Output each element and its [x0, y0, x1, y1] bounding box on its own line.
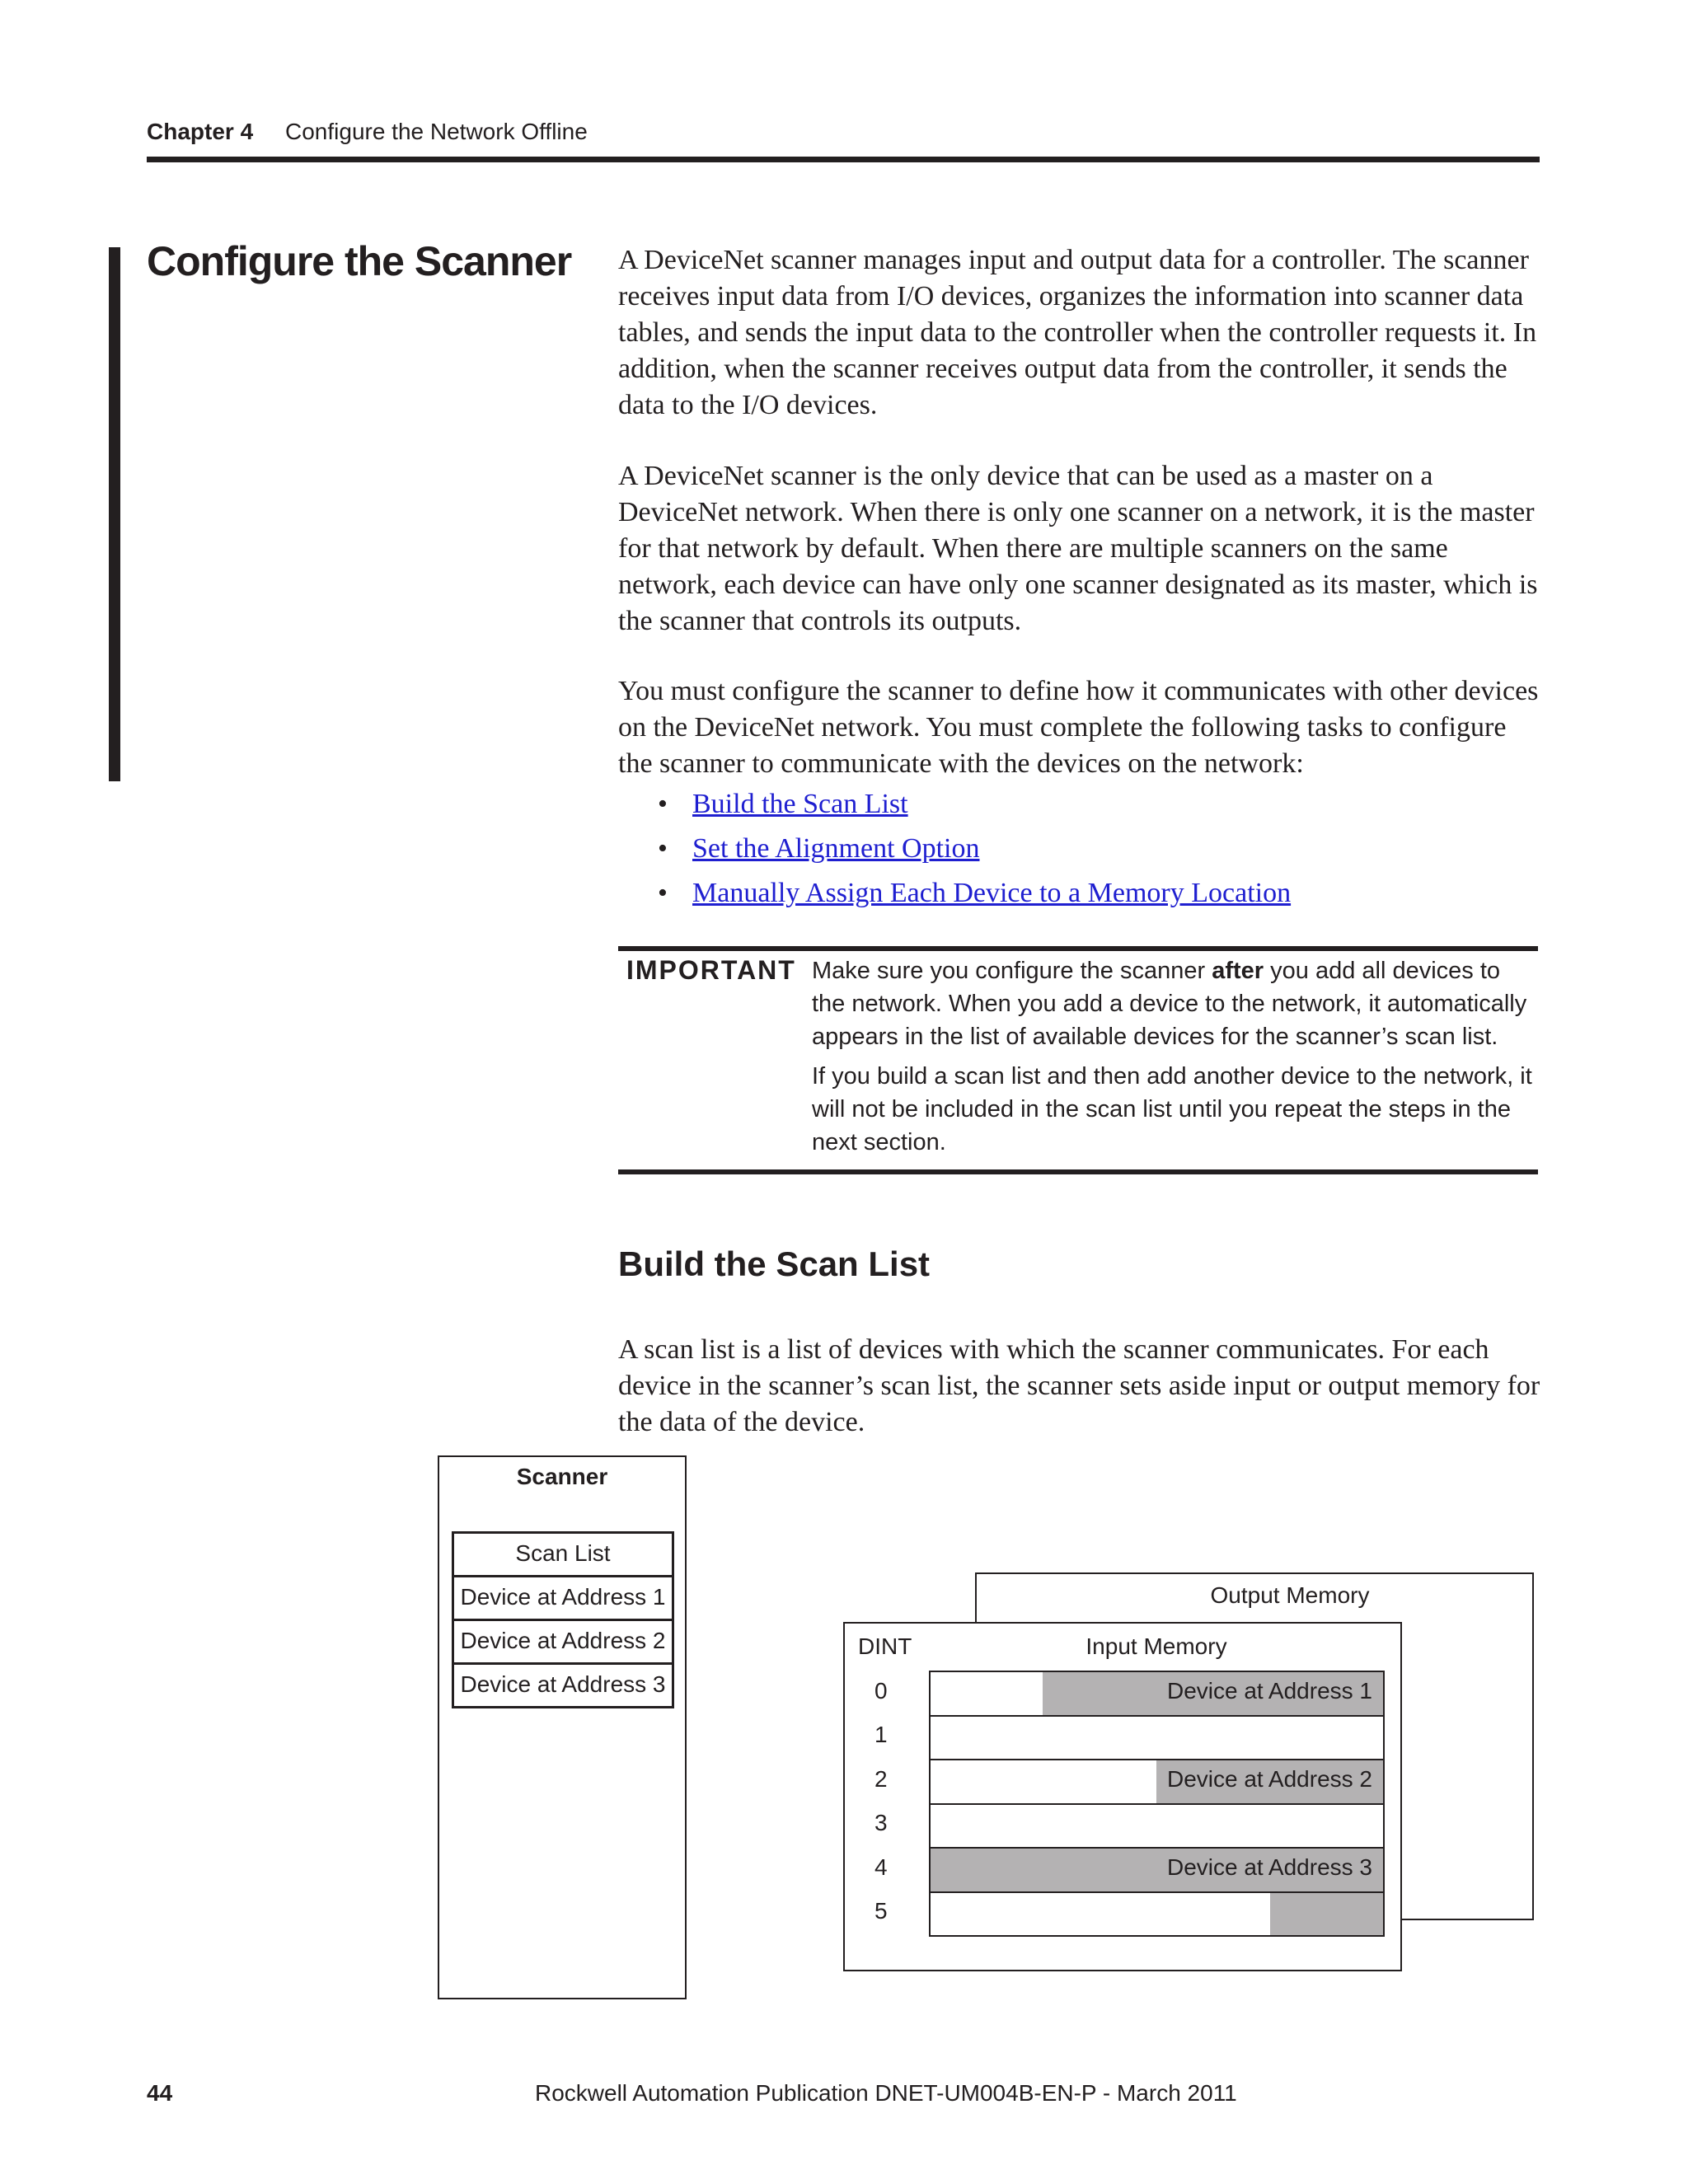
list-item — [618, 831, 1541, 875]
task-list — [618, 786, 1541, 920]
bullet-icon: • — [658, 878, 668, 908]
dint-index: 4 — [874, 1854, 888, 1880]
section-title: Configure the Scanner — [147, 238, 572, 284]
paragraph-4: A scan list is a list of devices with which the scanner communicates. For each device in the scanner’s scan list, the scanner sets aside input or output memory for the data of the device. — [618, 1334, 1540, 1437]
change-bar — [109, 247, 120, 781]
dint-index: 0 — [874, 1678, 888, 1704]
scan-list-item: Device at Address 1 — [452, 1575, 674, 1621]
dint-index: 1 — [874, 1722, 888, 1747]
scanner-title: Scanner — [516, 1464, 608, 1489]
output-memory-label: Output Memory — [1210, 1582, 1370, 1608]
scan-list-header: Scan List — [452, 1531, 674, 1577]
dint-label: DINT — [858, 1633, 912, 1659]
memory-device-label: Device at Address 1 — [1166, 1678, 1372, 1704]
chapter-title: Configure the Network Offline — [285, 119, 588, 144]
important-bottom-rule — [618, 1169, 1538, 1174]
dint-index: 2 — [874, 1766, 888, 1792]
bullet-icon: • — [658, 789, 668, 819]
important-text: Make sure you configure the scanner after you add all devices to the network. When you add a device to the network, it automatically appears in the list of available devices for the scanner’s scan list. If you build a scan list and then add another device to the network, it will not be included in the scan list until you repeat the steps in the next section. — [812, 958, 1532, 1155]
memory-device-label: Device at Address 3 — [1166, 1854, 1372, 1880]
link-assign-memory-location[interactable]: Manually Assign Each Device to a Memory Location — [692, 878, 1292, 908]
bullet-icon: • — [658, 833, 668, 864]
scan-list-item: Device at Address 3 — [452, 1662, 674, 1708]
memory-row — [929, 1715, 1385, 1760]
link-set-alignment-option[interactable]: Set the Alignment Option — [692, 833, 980, 864]
memory-row — [929, 1891, 1385, 1937]
paragraph-3: You must configure the scanner to define how it communicates with other devices on the DeviceNet network. You must complete the following tasks to configure the scanner to communicate with the devices on the network: — [618, 676, 1539, 779]
paragraph-1: A DeviceNet scanner manages input and output data for a controller. The scanner receives input data from I/O devices, organizes the information into scanner data tables, and sends the input data to the controller when the controller requests it. In addition, when the scanner receives output data from the controller, it sends the data to the I/O devices. — [618, 245, 1537, 420]
memory-device-label: Device at Address 2 — [1166, 1766, 1372, 1792]
header-rule — [147, 157, 1540, 162]
chapter-label: Chapter 4 — [147, 119, 254, 144]
important-label: IMPORTANT — [626, 955, 796, 985]
list-item — [618, 786, 1541, 831]
memory-row — [929, 1803, 1385, 1849]
important-top-rule — [618, 946, 1538, 951]
list-item — [618, 875, 1541, 920]
page-number: 44 — [147, 2080, 173, 2106]
paragraph-2: A DeviceNet scanner is the only device that can be used as a master on a DeviceNet network. When there is only one scanner on a network, it is the master for that network by default. When there are multiple scanners on the same network, each device can have only one scanner designated as its master, which is the scanner that controls its outputs. — [618, 461, 1538, 636]
dint-index: 5 — [874, 1898, 888, 1924]
publication-info: Rockwell Automation Publication DNET-UM004B-EN-P - March 2011 — [535, 2080, 1237, 2106]
scan-list-item: Device at Address 2 — [452, 1619, 674, 1665]
input-memory-label: Input Memory — [1085, 1633, 1227, 1659]
link-build-scan-list[interactable]: Build the Scan List — [692, 789, 908, 819]
subsection-title: Build the Scan List — [618, 1244, 931, 1283]
dint-index: 3 — [874, 1810, 888, 1835]
